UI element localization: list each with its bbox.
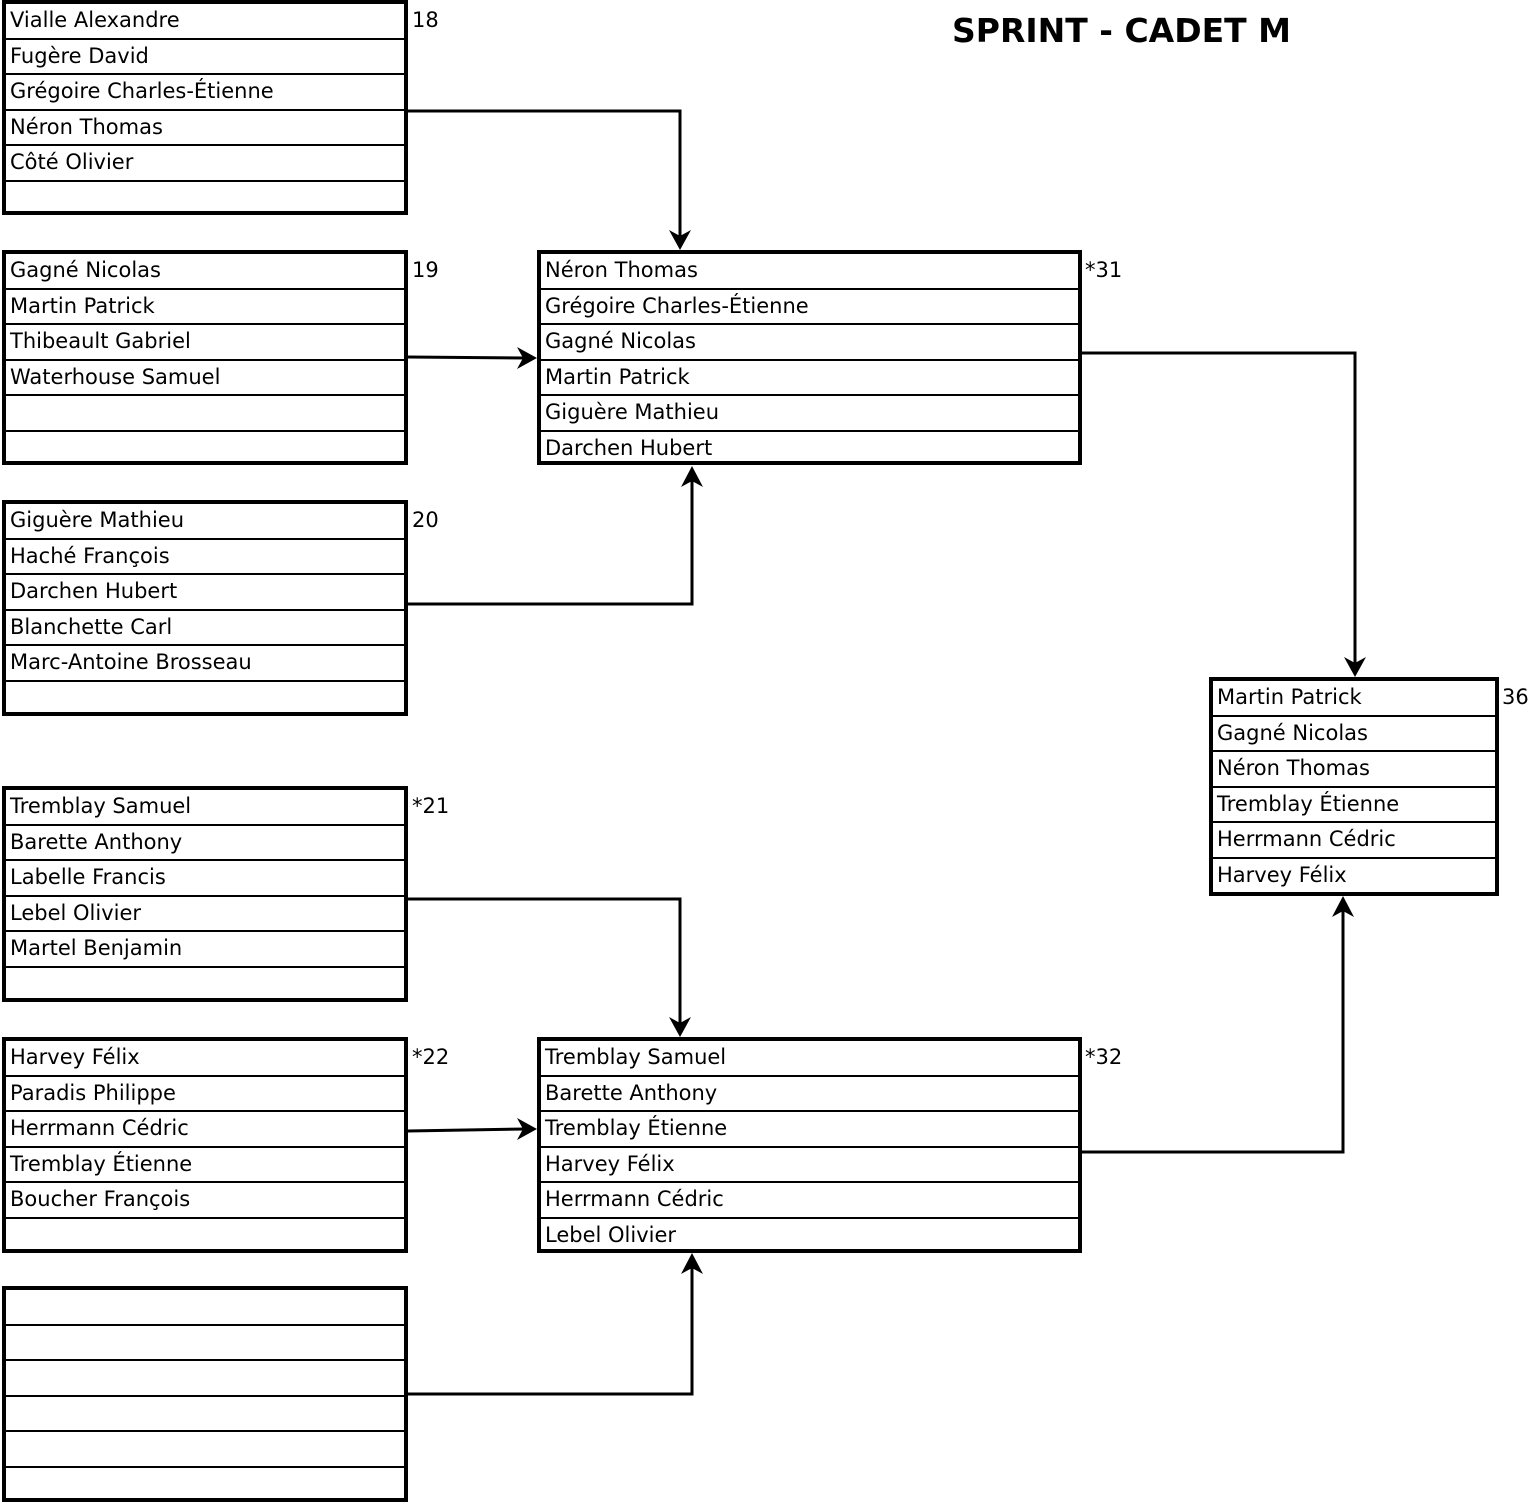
- heat-box-empty: [2, 1286, 408, 1502]
- rider-row: Néron Thomas: [6, 111, 404, 147]
- rider-row: Tremblay Samuel: [6, 790, 404, 826]
- rider-row: Harvey Félix: [541, 1148, 1078, 1184]
- page-title: SPRINT - CADET M: [952, 8, 1291, 54]
- rider-row: Lebel Olivier: [6, 897, 404, 933]
- rider-row: [6, 396, 404, 432]
- rider-row: Barette Anthony: [541, 1077, 1078, 1113]
- heat-box-19: [2, 250, 408, 465]
- heat-box-20: [2, 500, 408, 716]
- rider-row: Tremblay Étienne: [6, 1148, 404, 1184]
- rider-row: Martin Patrick: [541, 361, 1078, 397]
- rider-row: [6, 182, 404, 218]
- rider-row: [6, 1326, 404, 1362]
- rider-row: Boucher François: [6, 1183, 404, 1219]
- rider-row: Darchen Hubert: [6, 575, 404, 611]
- heat-box-31: [537, 250, 1082, 465]
- connector-line: [408, 111, 680, 238]
- rider-row: Vialle Alexandre: [6, 4, 404, 40]
- heat-number: 19: [412, 257, 439, 283]
- rider-row: Grégoire Charles-Étienne: [6, 75, 404, 111]
- rider-row: Tremblay Samuel: [541, 1041, 1078, 1077]
- rider-row: [6, 432, 404, 468]
- rider-row: Martin Patrick: [1213, 681, 1495, 717]
- rider-row: Martel Benjamin: [6, 932, 404, 968]
- heat-number: *21: [412, 793, 449, 819]
- arrowhead-down-icon: [669, 230, 691, 250]
- heat-number: 20: [412, 507, 439, 533]
- rider-row: Harvey Félix: [1213, 859, 1495, 895]
- rider-row: Harvey Félix: [6, 1041, 404, 1077]
- rider-row: Néron Thomas: [1213, 752, 1495, 788]
- arrowhead-up-icon: [681, 1253, 703, 1274]
- connector-line: [408, 899, 680, 1025]
- arrowhead-up-icon: [1332, 896, 1354, 917]
- rider-row: [6, 682, 404, 718]
- rider-row: Néron Thomas: [541, 254, 1078, 290]
- arrowhead-down-icon: [1344, 657, 1366, 677]
- rider-row: Tremblay Étienne: [1213, 788, 1495, 824]
- arrowhead-down-icon: [669, 1017, 691, 1037]
- heat-box-18: [2, 0, 408, 215]
- heat-number: *31: [1085, 257, 1122, 283]
- heat-box-22: [2, 1037, 408, 1253]
- rider-row: [6, 1432, 404, 1468]
- rider-row: Fugère David: [6, 40, 404, 76]
- heat-number: *22: [412, 1044, 449, 1070]
- connector-line: [408, 1129, 525, 1131]
- rider-row: Martin Patrick: [6, 290, 404, 326]
- heat-number: *32: [1085, 1044, 1122, 1070]
- rider-row: Labelle Francis: [6, 861, 404, 897]
- rider-row: [6, 1397, 404, 1433]
- rider-row: [6, 968, 404, 1004]
- rider-row: Gagné Nicolas: [1213, 717, 1495, 753]
- rider-row: Haché François: [6, 540, 404, 576]
- heat-box-21: [2, 786, 408, 1002]
- heat-number: 36: [1502, 684, 1529, 710]
- rider-row: Côté Olivier: [6, 146, 404, 182]
- rider-row: Tremblay Étienne: [541, 1112, 1078, 1148]
- rider-row: Paradis Philippe: [6, 1077, 404, 1113]
- rider-row: Giguère Mathieu: [541, 396, 1078, 432]
- rider-row: [6, 1361, 404, 1397]
- rider-row: [6, 1219, 404, 1255]
- arrowhead-right-icon: [517, 347, 537, 369]
- rider-row: Marc-Antoine Brosseau: [6, 646, 404, 682]
- rider-row: [6, 1290, 404, 1326]
- rider-row: Darchen Hubert: [541, 432, 1078, 468]
- connector-line: [1082, 353, 1355, 665]
- connector-line: [1082, 908, 1343, 1152]
- rider-row: Gagné Nicolas: [6, 254, 404, 290]
- rider-row: Herrmann Cédric: [1213, 823, 1495, 859]
- rider-row: Lebel Olivier: [541, 1219, 1078, 1255]
- rider-row: Blanchette Carl: [6, 611, 404, 647]
- heat-box-36: [1209, 677, 1499, 896]
- rider-row: Grégoire Charles-Étienne: [541, 290, 1078, 326]
- connector-line: [408, 478, 692, 604]
- rider-row: Herrmann Cédric: [541, 1183, 1078, 1219]
- arrowhead-up-icon: [681, 466, 703, 487]
- heat-box-32: [537, 1037, 1082, 1253]
- rider-row: Giguère Mathieu: [6, 504, 404, 540]
- connector-line: [408, 357, 525, 358]
- rider-row: Thibeault Gabriel: [6, 325, 404, 361]
- connector-line: [408, 1265, 692, 1394]
- rider-row: Gagné Nicolas: [541, 325, 1078, 361]
- rider-row: Herrmann Cédric: [6, 1112, 404, 1148]
- rider-row: Barette Anthony: [6, 826, 404, 862]
- rider-row: Waterhouse Samuel: [6, 361, 404, 397]
- arrowhead-right-icon: [517, 1118, 537, 1140]
- heat-number: 18: [412, 7, 439, 33]
